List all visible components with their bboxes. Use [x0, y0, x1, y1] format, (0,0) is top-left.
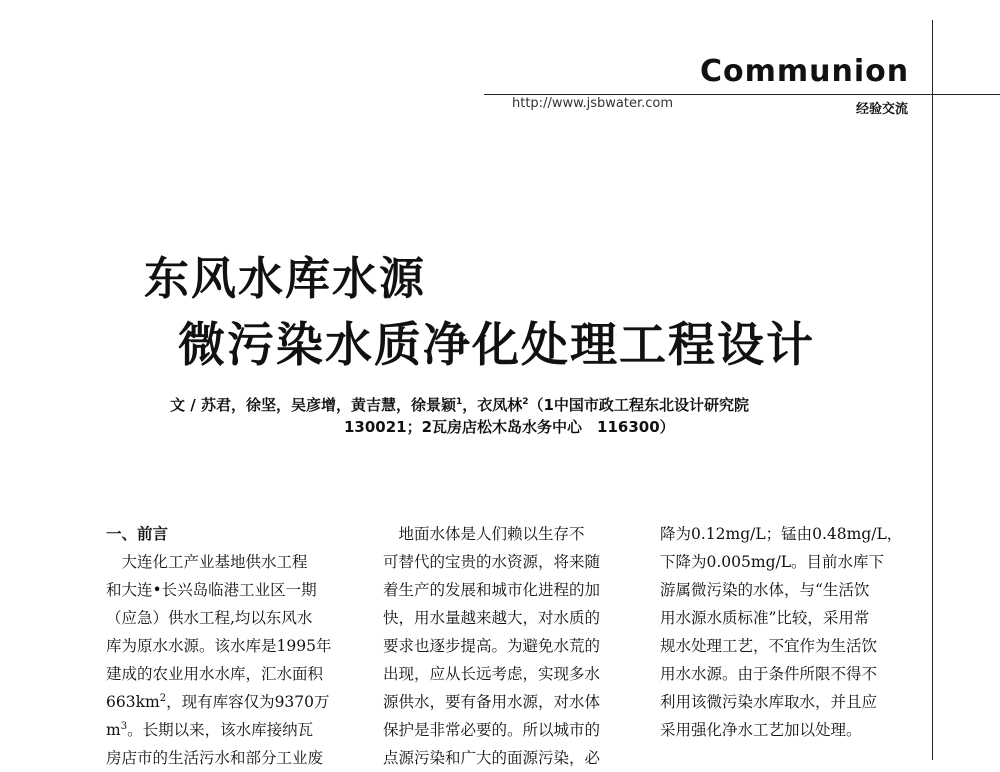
superscript: 3 [120, 720, 128, 732]
section-label: 经验交流 [855, 102, 908, 117]
body-line: 快，用水量越来越大，对水质的 [383, 609, 601, 627]
superscript: 2 [159, 692, 167, 704]
body-line: 库为原水水源。该水库是1995年 [106, 637, 332, 655]
body-line: 采用强化净水工艺加以处理。 [660, 721, 862, 739]
author-last: ，衣凤林 [462, 396, 523, 414]
affiliation-1: （1中国市政工程东北设计研究院 [528, 396, 749, 414]
byline-prefix: 文 / [170, 396, 201, 414]
body-line: 大连化工产业基地供水工程 [106, 553, 308, 571]
body-line: 出现，应从长远考虑，实现多水 [383, 665, 601, 683]
body-column-3 [660, 520, 903, 744]
body-line: 用水水源。由于条件所限不得不 [660, 665, 878, 683]
body-line: 地面水体是人们赖以生存不 [383, 525, 585, 543]
article-title-line-1: 东风水库水源 [144, 252, 427, 305]
body-line: 下降为0.005mg/L。目前水库下 [660, 553, 885, 571]
body-column-1 [106, 520, 332, 772]
body-line: 和大连•长兴岛临港工业区一期 [106, 581, 317, 599]
text-run: ，现有库容仅为9370万 [166, 693, 330, 711]
text-run: m [106, 721, 121, 739]
body-line: 规水处理工艺，不宜作为生活饮 [660, 637, 878, 655]
body-line: 利用该微污染水库取水，并且应 [660, 693, 878, 711]
author-byline [170, 394, 890, 415]
margin-rule [932, 20, 933, 760]
body-line: 保护是非常必要的。所以城市的 [383, 721, 601, 739]
body-line [106, 688, 330, 716]
journal-url: http://www.jsbwater.com [512, 96, 674, 111]
body-line: 房店市的生活污水和部分工业废 [106, 749, 324, 767]
body-line: 可替代的宝贵的水资源，将来随 [383, 553, 601, 571]
body-line: 游属微污染的水体，与“生活饮 [660, 581, 870, 599]
text-run: 。长期以来，该水库接纳瓦 [127, 721, 314, 739]
affiliation-2: 130021；2瓦房店松木岛水务中心 116300） [344, 418, 675, 436]
body-line: （应急）供水工程,均以东风水 [106, 609, 313, 627]
body-line: 点源污染和广大的面源污染，必 [383, 749, 601, 767]
body-line: 用水源水质标准”比较，采用常 [660, 609, 870, 627]
article-title-line-2: 微污染水质净化处理工程设计 [178, 318, 815, 373]
body-line: 着生产的发展和城市化进程的加 [383, 581, 601, 599]
body-line: 源供水，要有备用水源，对水体 [383, 693, 601, 711]
body-line: 建成的农业用水水库，汇水面积 [106, 665, 324, 683]
body-line: 降为0.12mg/L；锰由0.48mg/L， [660, 525, 903, 543]
header-rule [484, 94, 1000, 95]
body-line [106, 716, 324, 744]
text-run: 663km [106, 693, 160, 711]
journal-brand: Communion [700, 54, 910, 89]
body-line: 要求也逐步提高。为避免水荒的 [383, 637, 601, 655]
section-heading: 一、前言 [106, 525, 169, 543]
body-column-2 [383, 520, 601, 772]
author-names: 苏君，徐坚，吴彦增，黄吉慧，徐景颖 [200, 396, 456, 414]
affiliation-mark-2: 2 [522, 397, 529, 407]
affiliation-mark-1: 1 [455, 397, 463, 407]
